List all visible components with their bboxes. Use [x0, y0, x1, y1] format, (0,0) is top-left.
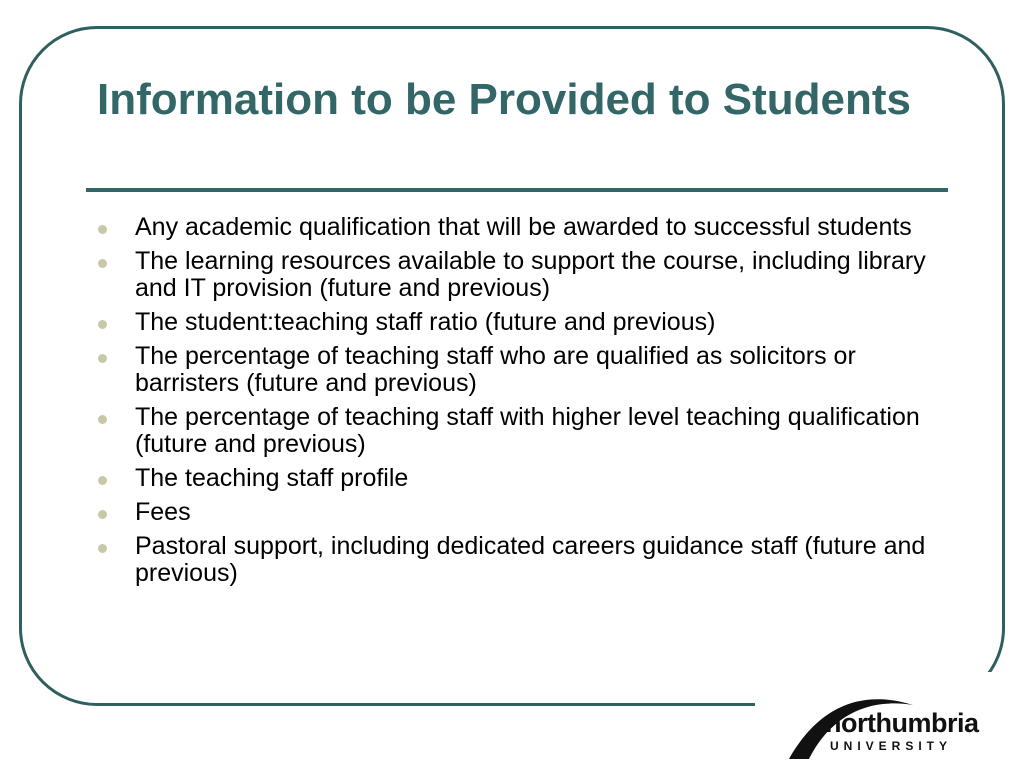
list-item — [98, 248, 938, 302]
list-item — [98, 533, 938, 587]
bullet-icon — [98, 510, 107, 519]
university-logo — [785, 683, 1000, 763]
bullet-text: The student:teaching staff ratio (future and previous) — [135, 308, 716, 336]
list-item — [98, 214, 938, 241]
bullet-icon — [98, 320, 107, 329]
bullet-text: Any academic qualification that will be awarded to successful students — [135, 213, 912, 241]
list-item — [98, 499, 938, 526]
list-item — [98, 465, 938, 492]
bullet-icon — [98, 354, 107, 363]
list-item — [98, 309, 938, 336]
list-item — [98, 343, 938, 397]
slide-title: Information to be Provided to Students — [97, 75, 911, 124]
bullet-text: The teaching staff profile — [135, 464, 409, 492]
bullet-icon — [98, 544, 107, 553]
bullet-icon — [98, 476, 107, 485]
bullet-text: The learning resources available to support the course, including library and IT provision (future and previous) — [135, 247, 926, 302]
title-divider — [86, 188, 948, 192]
bullet-text: Pastoral support, including dedicated careers guidance staff (future and previous) — [135, 532, 926, 587]
logo-subtitle: UNIVERSITY — [830, 739, 953, 753]
bullet-text: The percentage of teaching staff who are qualified as solicitors or barristers (future and previous) — [135, 342, 856, 397]
bullet-icon — [98, 415, 107, 424]
bullet-list — [98, 214, 938, 594]
bullet-text: Fees — [135, 498, 191, 526]
logo-name: northumbria — [825, 708, 979, 738]
bullet-icon — [98, 259, 107, 268]
list-item — [98, 404, 938, 458]
bullet-text: The percentage of teaching staff with higher level teaching qualification (future and previous) — [135, 403, 920, 458]
bullet-icon — [98, 225, 107, 234]
